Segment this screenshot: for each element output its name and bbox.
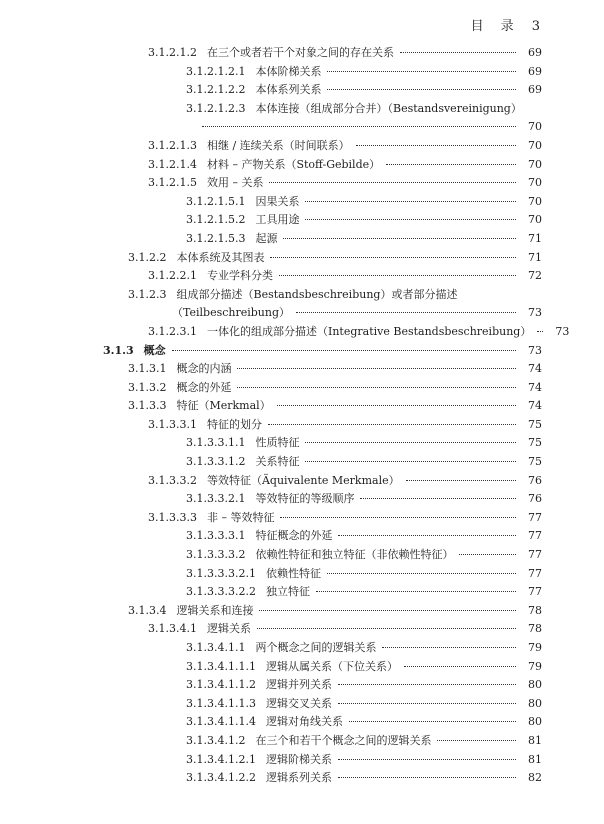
toc-entry[interactable] [0, 267, 604, 286]
toc-entry-number: 3.1.3.4.1 [148, 622, 197, 636]
toc-entry-page: 69 [528, 46, 542, 59]
dot-leader [277, 405, 516, 406]
toc-entry-number: 3.1.3.4.1.1.1 [186, 659, 256, 673]
toc-entry[interactable] [0, 416, 604, 435]
dot-leader [327, 573, 516, 574]
toc-entry-number: 3.1.2.1.4 [148, 157, 197, 171]
dot-leader [268, 424, 516, 425]
dot-leader [257, 628, 516, 629]
dot-leader [327, 71, 516, 72]
toc-entry[interactable] [0, 249, 604, 268]
toc-entry-number: 3.1.2.1.5.1 [186, 194, 246, 208]
toc-entry-page: 75 [528, 436, 542, 450]
toc-entry-title: 组成部分描述（Bestandsbeschreibung）或者部分描述 [176, 287, 458, 301]
toc-entry-page: 77 [528, 566, 542, 580]
toc-entry[interactable] [0, 44, 604, 63]
toc-entry-page: 82 [528, 771, 542, 785]
dot-leader [382, 647, 516, 648]
dot-leader [259, 610, 516, 611]
dot-leader [305, 201, 516, 202]
toc-entry-page: 70 [528, 194, 542, 208]
toc-entry[interactable] [0, 323, 604, 342]
toc-entry[interactable] [0, 286, 604, 305]
toc-entry-page: 80 [528, 715, 542, 729]
toc-entry-page: 69 [528, 83, 542, 97]
toc-entry-number: 3.1.3.3.2 [148, 473, 197, 487]
dot-leader [386, 164, 516, 165]
toc-entry-number: 3.1.2.1.2 [148, 46, 197, 59]
toc-entry[interactable] [0, 732, 604, 751]
toc-entry[interactable] [0, 583, 604, 602]
toc-entry-page: 80 [528, 678, 542, 692]
toc-entry-title: 本体连接（组成部分合并）（Bestandsvereinigung） [255, 101, 522, 115]
toc-entry-title: （Teilbeschreibung） [172, 306, 291, 320]
toc-entry[interactable] [0, 490, 604, 509]
dot-leader [537, 331, 543, 332]
toc-entry[interactable] [0, 453, 604, 472]
toc-entry[interactable] [0, 63, 604, 82]
dot-leader [305, 442, 516, 443]
toc-entry-page: 73 [555, 324, 570, 338]
toc-entry-number: 3.1.3.4.1.1.3 [186, 696, 256, 710]
dot-leader [172, 350, 516, 351]
toc-entry[interactable] [0, 379, 604, 398]
toc-entry-page: 75 [528, 417, 542, 431]
dot-leader [360, 498, 516, 499]
toc-entry-number: 3.1.3.4.1.1.2 [186, 678, 256, 692]
toc-entry[interactable] [0, 546, 604, 565]
toc-entry-number: 3.1.3.4.1.2.1 [186, 752, 256, 766]
toc-entry-title: 特征（Merkmal） [176, 399, 271, 413]
dot-leader [237, 368, 516, 369]
toc-entry-title: 特征的划分 [206, 417, 262, 431]
toc-entry[interactable] [0, 360, 604, 379]
toc-entry-page: 78 [528, 622, 542, 636]
toc-entry-number: 3.1.3.3.1.2 [186, 455, 246, 469]
toc-entry-title: 性质特征 [255, 436, 300, 450]
toc-entry-title: 非 – 等效特征 [206, 510, 275, 524]
dot-leader [279, 275, 516, 276]
toc-entry-page: 76 [528, 473, 542, 487]
toc-entry-number: 3.1.3.2 [128, 380, 167, 394]
toc-entry-title: 概念的内涵 [176, 362, 232, 376]
dot-leader [338, 703, 516, 704]
dot-leader [237, 387, 516, 388]
running-header [461, 15, 542, 34]
dot-leader [338, 535, 516, 536]
toc-entry[interactable] [0, 211, 604, 230]
toc-entry-number: 3.1.3.4.1.2 [186, 733, 246, 747]
toc-entry[interactable] [0, 676, 604, 695]
dot-leader [296, 312, 516, 313]
toc-entry[interactable] [0, 658, 604, 677]
toc-entry-title: 本体系列关系 [255, 83, 322, 97]
toc-entry-page: 72 [528, 269, 542, 283]
toc-entry[interactable] [0, 472, 604, 491]
toc-entry-title: 工具用途 [255, 213, 300, 227]
toc-entry-page: 77 [528, 529, 542, 543]
toc-entry-title: 在三个和若干个概念之间的逻辑关系 [255, 733, 432, 747]
header-page-number: 3 [531, 19, 542, 34]
toc-entry[interactable] [0, 137, 604, 156]
dot-leader [269, 182, 516, 183]
toc-entry-title: 在三个或者若干个对象之间的存在关系 [206, 46, 394, 59]
toc-entry-number: 3.1.2.1.2.2 [186, 83, 246, 97]
toc-entry-page: 77 [528, 510, 542, 524]
toc-entry-title: 逻辑关系和连接 [176, 603, 254, 617]
toc-entry-title: 本体阶梯关系 [255, 64, 322, 78]
toc-entry-page: 69 [528, 64, 542, 78]
toc-entry[interactable] [0, 713, 604, 732]
toc-entry[interactable] [0, 639, 604, 658]
toc-entry[interactable] [0, 434, 604, 453]
dot-leader [283, 238, 516, 239]
toc-entry[interactable] [0, 174, 604, 193]
toc-entry[interactable] [0, 620, 604, 639]
toc-entry-page: 79 [528, 659, 542, 673]
toc-entry-title: 两个概念之间的逻辑关系 [255, 641, 377, 654]
toc-entry-page: 74 [528, 399, 542, 413]
toc-entry-title: 概念的外延 [176, 380, 232, 394]
toc-entry-title: 逻辑阶梯关系 [265, 752, 332, 766]
dot-leader [338, 777, 516, 778]
toc-entry-title: 依赖性特征和独立特征（非依赖性特征） [255, 548, 454, 562]
toc-entry-number: 3.1.3.3.1 [148, 417, 197, 431]
toc-entry[interactable] [0, 565, 604, 584]
dot-leader [305, 219, 516, 220]
toc-entry[interactable] [0, 509, 604, 528]
dot-leader [202, 126, 516, 127]
toc-entry-number: 3.1.2.3 [128, 287, 167, 301]
toc-entry-number: 3.1.3.3.3.2.2 [186, 585, 256, 599]
toc-entry-title: 专业学科分类 [206, 269, 273, 283]
toc-entry[interactable] [0, 156, 604, 175]
toc-entry-page: 77 [528, 585, 542, 599]
toc-entry-title: 关系特征 [255, 455, 300, 469]
toc-entry-number: 3.1.3.4.1.2.2 [186, 771, 256, 785]
toc-entry-title: 概念 [143, 343, 166, 357]
dot-leader [270, 257, 516, 258]
toc-entry-title: 等效特征的等级顺序 [255, 492, 355, 506]
toc-entry-title: 逻辑对角线关系 [265, 715, 343, 729]
toc-entry-title: 材料 – 产物关系（Stoff-Gebilde） [206, 157, 381, 171]
toc-entry-title: 相继 / 连续关系（时间联系） [206, 138, 350, 152]
toc-entry-number: 3.1.3.3.3 [148, 510, 197, 524]
toc-entry-title: 本体系统及其图表 [176, 250, 265, 264]
dot-leader [406, 480, 516, 481]
toc-entry[interactable] [0, 118, 604, 137]
toc-entry-page: 80 [528, 696, 542, 710]
toc-entry-number: 3.1.3.3.2.1 [186, 492, 246, 506]
toc-entry-title: 起源 [255, 231, 278, 245]
dot-leader [280, 517, 516, 518]
toc-entry-page: 77 [528, 548, 542, 562]
toc-entry-title: 逻辑交叉关系 [265, 696, 332, 710]
toc-entry-page: 73 [528, 343, 542, 357]
toc-entry[interactable] [0, 602, 604, 621]
toc-entry-title: 逻辑从属关系（下位关系） [265, 659, 398, 673]
toc-entry-number: 3.1.3.4.1.1.4 [186, 715, 256, 729]
toc-entry-number: 3.1.3.3.3.2.1 [186, 566, 256, 580]
toc-entry-title: 效用 – 关系 [206, 176, 264, 190]
header-title: 目 录 [470, 19, 516, 34]
toc-entry-title: 逻辑并列关系 [265, 678, 332, 692]
toc-entry-number: 3.1.3.4 [128, 603, 167, 617]
toc-entry-title: 依赖性特征 [265, 566, 321, 580]
toc-entry-page: 81 [528, 733, 542, 747]
toc-entry-number: 3.1.2.1.2.3 [186, 101, 246, 115]
toc-entry[interactable] [0, 397, 604, 416]
toc-entry[interactable] [0, 304, 604, 323]
toc-entry-number: 3.1.2.2 [128, 250, 167, 264]
toc-entry-number: 3.1.2.3.1 [148, 324, 197, 338]
toc-entry-page: 75 [528, 455, 542, 469]
toc-entry-page: 70 [528, 213, 542, 227]
toc-entry-page: 78 [528, 603, 542, 617]
toc-entry-number: 3.1.3.3 [128, 399, 167, 413]
toc-entry-page: 74 [528, 380, 542, 394]
toc-entry[interactable] [0, 695, 604, 714]
toc-entry[interactable] [0, 193, 604, 212]
toc-entry-page: 73 [528, 306, 542, 320]
toc-entry-number: 3.1.3.4.1.1 [186, 641, 246, 654]
toc-entry-number: 3.1.2.1.3 [148, 138, 197, 152]
table-of-contents [0, 44, 604, 788]
dot-leader [437, 740, 516, 741]
toc-entry-number: 3.1.3.3.3.2 [186, 548, 246, 562]
toc-entry-page: 71 [528, 250, 542, 264]
dot-leader [327, 89, 516, 90]
toc-entry[interactable] [0, 81, 604, 100]
toc-entry-title: 等效特征（Äquivalente Merkmale） [206, 473, 400, 487]
toc-entry[interactable] [0, 100, 604, 119]
toc-entry-title: 特征概念的外延 [255, 529, 333, 543]
toc-entry[interactable] [0, 769, 604, 788]
toc-entry-page: 70 [528, 138, 542, 152]
toc-entry-page: 81 [528, 752, 542, 766]
toc-entry-page: 70 [528, 176, 542, 190]
dot-leader [305, 461, 516, 462]
toc-entry-page: 74 [528, 362, 542, 376]
toc-entry-number: 3.1.2.1.5.2 [186, 213, 246, 227]
dot-leader [404, 666, 516, 667]
toc-entry-page: 70 [528, 120, 542, 134]
toc-entry-number: 3.1.2.1.2.1 [186, 64, 246, 78]
dot-leader [349, 721, 516, 722]
toc-entry-page: 71 [528, 231, 542, 245]
toc-entry-number: 3.1.3.3.3.1 [186, 529, 246, 543]
toc-entry-title: 逻辑关系 [206, 622, 251, 636]
toc-entry-title: 因果关系 [255, 194, 300, 208]
toc-entry[interactable] [0, 230, 604, 249]
toc-entry-number: 3.1.2.2.1 [148, 269, 197, 283]
dot-leader [338, 759, 516, 760]
toc-entry-number: 3.1.2.1.5 [148, 176, 197, 190]
toc-entry-page: 76 [528, 492, 542, 506]
toc-entry-number: 3.1.2.1.5.3 [186, 231, 246, 245]
dot-leader [400, 52, 516, 53]
toc-entry-page: 70 [528, 157, 542, 171]
toc-entry-number: 3.1.3 [103, 343, 134, 357]
dot-leader [459, 554, 516, 555]
toc-entry-number: 3.1.3.1 [128, 362, 167, 376]
toc-entry-title: 一体化的组成部分描述（Integrative Bestandsbeschreibung） [206, 324, 532, 338]
dot-leader [338, 684, 516, 685]
toc-entry[interactable] [0, 342, 604, 361]
toc-entry[interactable] [0, 527, 604, 546]
toc-entry-page: 79 [528, 641, 542, 654]
dot-leader [316, 591, 516, 592]
dot-leader [356, 145, 516, 146]
toc-entry[interactable] [0, 751, 604, 770]
toc-entry-title: 独立特征 [265, 585, 310, 599]
toc-entry-number: 3.1.3.3.1.1 [186, 436, 246, 450]
toc-entry-title: 逻辑系列关系 [265, 771, 332, 785]
